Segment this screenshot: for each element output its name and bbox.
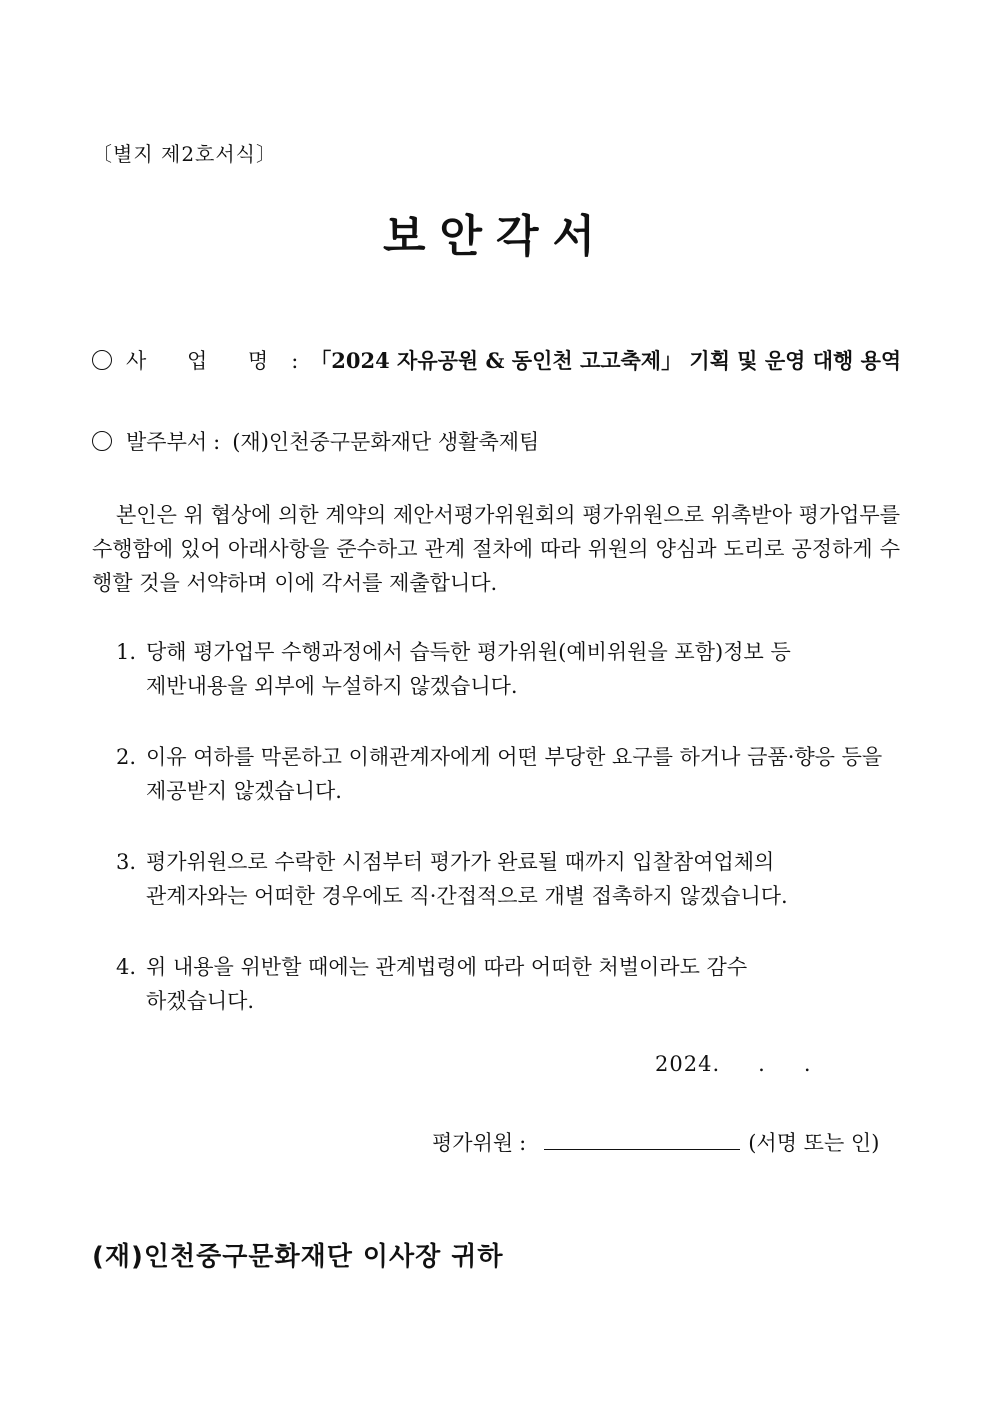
document-title: 보안각서 <box>382 211 609 262</box>
date-month-dot: . <box>758 1052 766 1076</box>
date-year: 2024. <box>655 1052 721 1076</box>
circle-bullet-icon <box>92 431 112 451</box>
signature-note: (서명 또는 인) <box>748 1131 880 1155</box>
signature-row <box>432 1125 879 1157</box>
project-name-row <box>92 345 901 375</box>
department-label: 발주부서 <box>126 430 208 454</box>
pledge-text-line2: 제공받지 않겠습니다. <box>146 779 342 803</box>
pledge-number: 3. <box>116 850 137 874</box>
pledge-item <box>116 740 906 808</box>
intro-paragraph: 본인은 위 협상에 의한 계약의 제안서평가위원회의 평가위원으로 위촉받아 평가업무를 수행함에 있어 아래사항을 준수하고 관계 절차에 따라 위원의 양심과 도리로 공정하게 수행할 것을 서약하며 이에 각서를 제출합니다. <box>92 503 900 595</box>
project-name-value: 「2024 자유공원 & 동인천 고고축제」 기획 및 운영 대행 용역 <box>310 348 902 373</box>
signature-colon: : <box>519 1131 527 1155</box>
signature-line[interactable] <box>544 1125 740 1150</box>
date-field <box>655 1052 812 1076</box>
addressee: (재)인천중구문화재단 이사장 귀하 <box>92 1242 504 1272</box>
pledge-text-line2: 관계자와는 어떠한 경우에도 직·간접적으로 개별 접촉하지 않겠습니다. <box>146 884 788 908</box>
date-day-dot: . <box>803 1052 812 1076</box>
circle-bullet-icon <box>92 350 112 370</box>
pledge-item <box>116 845 906 913</box>
signature-label: 평가위원 <box>432 1131 514 1155</box>
department-colon: : <box>213 430 221 454</box>
pledge-text-line1: 당해 평가업무 수행과정에서 습득한 평가위원(예비위원을 포함)정보 등 <box>146 640 791 664</box>
pledge-item <box>116 950 906 1018</box>
project-name-label: 사 업 명 <box>126 349 286 373</box>
department-value: (재)인천중구문화재단 생활축제팀 <box>232 430 540 454</box>
pledge-number: 2. <box>116 745 137 769</box>
pledge-text-line2: 하겠습니다. <box>146 989 255 1013</box>
pledge-text-line1: 평가위원으로 수락한 시점부터 평가가 완료될 때까지 입찰참여업체의 <box>146 850 775 874</box>
project-name-colon: : <box>291 349 299 373</box>
pledge-text-line1: 위 내용을 위반할 때에는 관계법령에 따라 어떠한 처벌이라도 감수 <box>146 955 748 979</box>
pledge-number: 4. <box>116 955 137 979</box>
department-row <box>92 426 539 456</box>
pledge-item <box>116 635 906 703</box>
pledge-text-line1: 이유 여하를 막론하고 이해관계자에게 어떤 부당한 요구를 하거나 금품·향응 등을 <box>146 745 883 769</box>
pledge-text-line2: 제반내용을 외부에 누설하지 않겠습니다. <box>146 674 518 698</box>
pledge-number: 1. <box>116 640 137 664</box>
form-number-label: 〔별지 제2호서식〕 <box>92 142 278 166</box>
